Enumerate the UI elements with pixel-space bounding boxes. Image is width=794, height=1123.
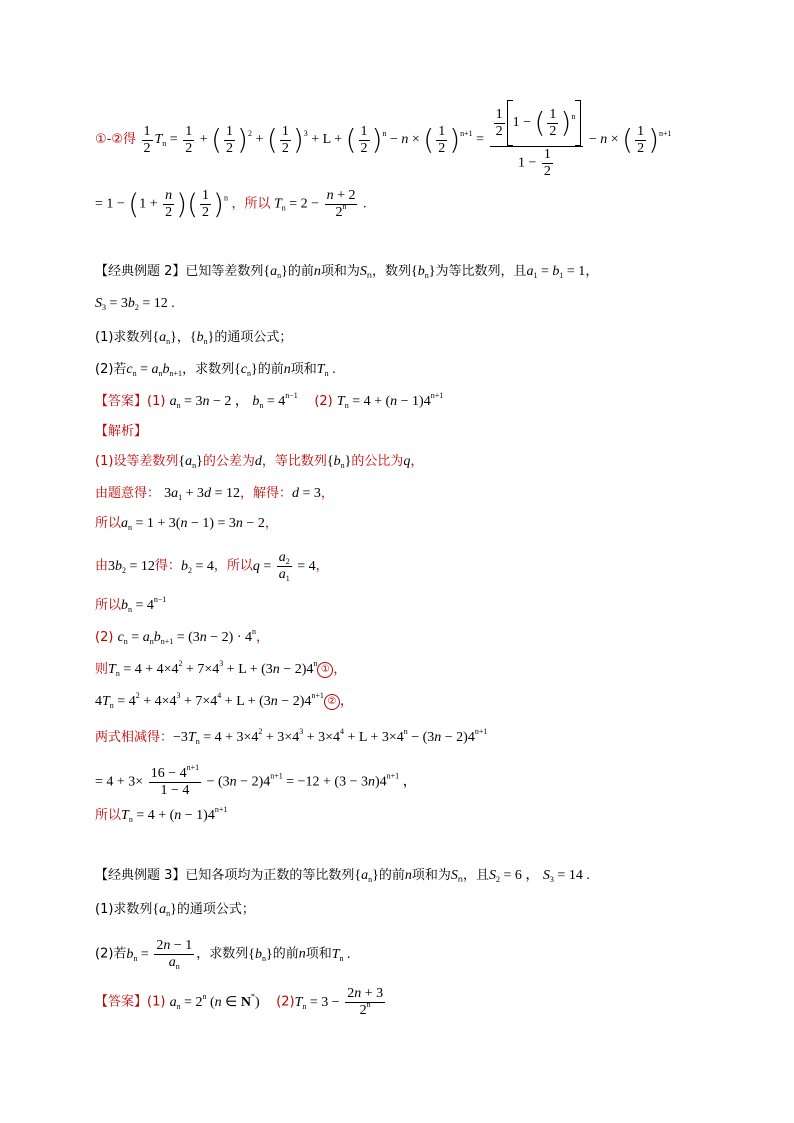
solution-line-7: 则$T_n = 4 + 4\times 4^2 + 7\times 4^3 + L + (3n - 2)4^n$ ① ， (95, 659, 347, 678)
marker-two: ② (324, 694, 340, 710)
answer-label: 【答案】 (95, 994, 148, 1010)
example2-answer: 【答案】(1) $a_n = 3n - 2$ ， $b_n = 4^{n-1}$ (2) $T_n = 4 + (n - 1)4^{n+1}$ (95, 391, 444, 410)
example2-stem: 【经典例题 2】已知等差数列$\{a_n\}$的前n项和为$S_n$，数列$\{b_n\}$为等比数列，且$a_1 = b_1 = 1$， (95, 264, 599, 280)
analysis-label: 【解析】 (95, 424, 148, 439)
marker-one: ① (317, 662, 333, 678)
step-label: ①-②得 (95, 132, 136, 148)
derivation-line-2: = 1 − (1 + $\frac{n}{2}$ )( $\frac{1}{2}$ )$^n$ ，所以 $T_n = 2$ − $\frac{n + 2}{2^n}$ . (95, 187, 367, 221)
solution-line-8: $4T_n = 4^2 + 4\times 4^3 + 7\times 4^4 + L + (3n$ − $2)4^{n+1}②$ ， (95, 691, 354, 710)
solution-line-3: 所以$a_n = 1 + 3(n - 1) = 3n - 2$， (95, 516, 278, 532)
example3-q2: (2)若$b_n$ = $\frac{2n - 1}{a_n}$ ，求数列$\{b_n\}$的前n项和$T_n$ . (95, 938, 351, 971)
example3-stem: 【经典例题 3】已知各项均为正数的等比数列$\{a_n\}$的前n项和为$S_n$，且$S_2 = 6$ ， $S_3 = 14$ . (95, 868, 590, 884)
example3-heading: 【经典例题 3】 (95, 868, 186, 883)
answer-label: 【答案】 (95, 394, 148, 409)
sum-fraction: $\frac{1}{2}$ 1 − ( $\frac{1}{2}$ )$^n$ 1 − $\frac{1}{2}$ (490, 100, 584, 180)
example2-q1: (1)求数列$\{a_n\}$，$\{b_n\}$的通项公式； (95, 330, 293, 346)
example2-q2: (2)若$c_n = a_nb_{n+1}$，求数列$\{c_n\}$的前n项和$T_n$ . (95, 362, 336, 378)
example2-heading: 【经典例题 2】 (95, 264, 186, 279)
example3-answer: 【答案】(1) $a_n = 2^n$ (n ∈ N*) $(2)T_n = 3$ − $\frac{2n + 3}{2^n}$ (95, 986, 384, 1018)
solution-line-9: 两式相减得：$-3T_n = 4 + 3\times 4^2 + 3\times 4^3 + 3\times 4^4 + L + 3\times 4^n - (3n - 2)4^{n+1}$ (95, 727, 488, 746)
solution-line-10: = 4 + 3× $\frac{16 - 4^{n+1}}{1 - 4}$ − $(3n - 2)4^{n+1} = -12 + (3 - 3n)4^{n+1}$ ， (95, 763, 417, 798)
solution-line-5: 所以$b_n = 4^{n-1}$ (95, 595, 167, 614)
solution-line-4: 由$3b_2 = 12$得：$b_2 = 4$，所以q = $\frac{a_2}{a_1}$ = 4， (95, 550, 329, 583)
example2-stem-cont: $S_3 = 3b_2 = 12$ . (95, 296, 175, 312)
solution-line-1: (1)设等差数列$\{a_n\}$的公差为d，等比数列$\{b_n\}$的公比为q， (95, 454, 424, 470)
solution-line-2: 由题意得： $3a_1 + 3d = 12$，解得：d = 3， (95, 486, 334, 502)
example3-q1: (1)求数列$\{a_n\}$的通项公式； (95, 902, 255, 918)
derivation-line-1: ①-②得 $\frac{1}{2}$ $T_n$ = $\frac{1}{2}$ + ( $\frac{1}{2}$ )$^2$ + ( $\frac{1}{2}$ )$^3$ + L + ( $\frac{1}{2}$ )$^n$ − n × ( $\frac{1}{2}$ )$^{n+1}$ = $\frac{1}{2}$ 1 − ( $\frac{1}{2}$ )$^n$ 1 − $\frac{1}{2}$ − n × ( $\frac{1}{2}$ )$^{n+1}$ (95, 100, 672, 180)
solution-line-6: (2) $c_n = a_nb_{n+1} = (3n - 2) \cdot 4^n$， (95, 627, 270, 646)
solution-line-11: 所以$T_n = 4 + (n - 1)4^{n+1}$ (95, 805, 228, 824)
